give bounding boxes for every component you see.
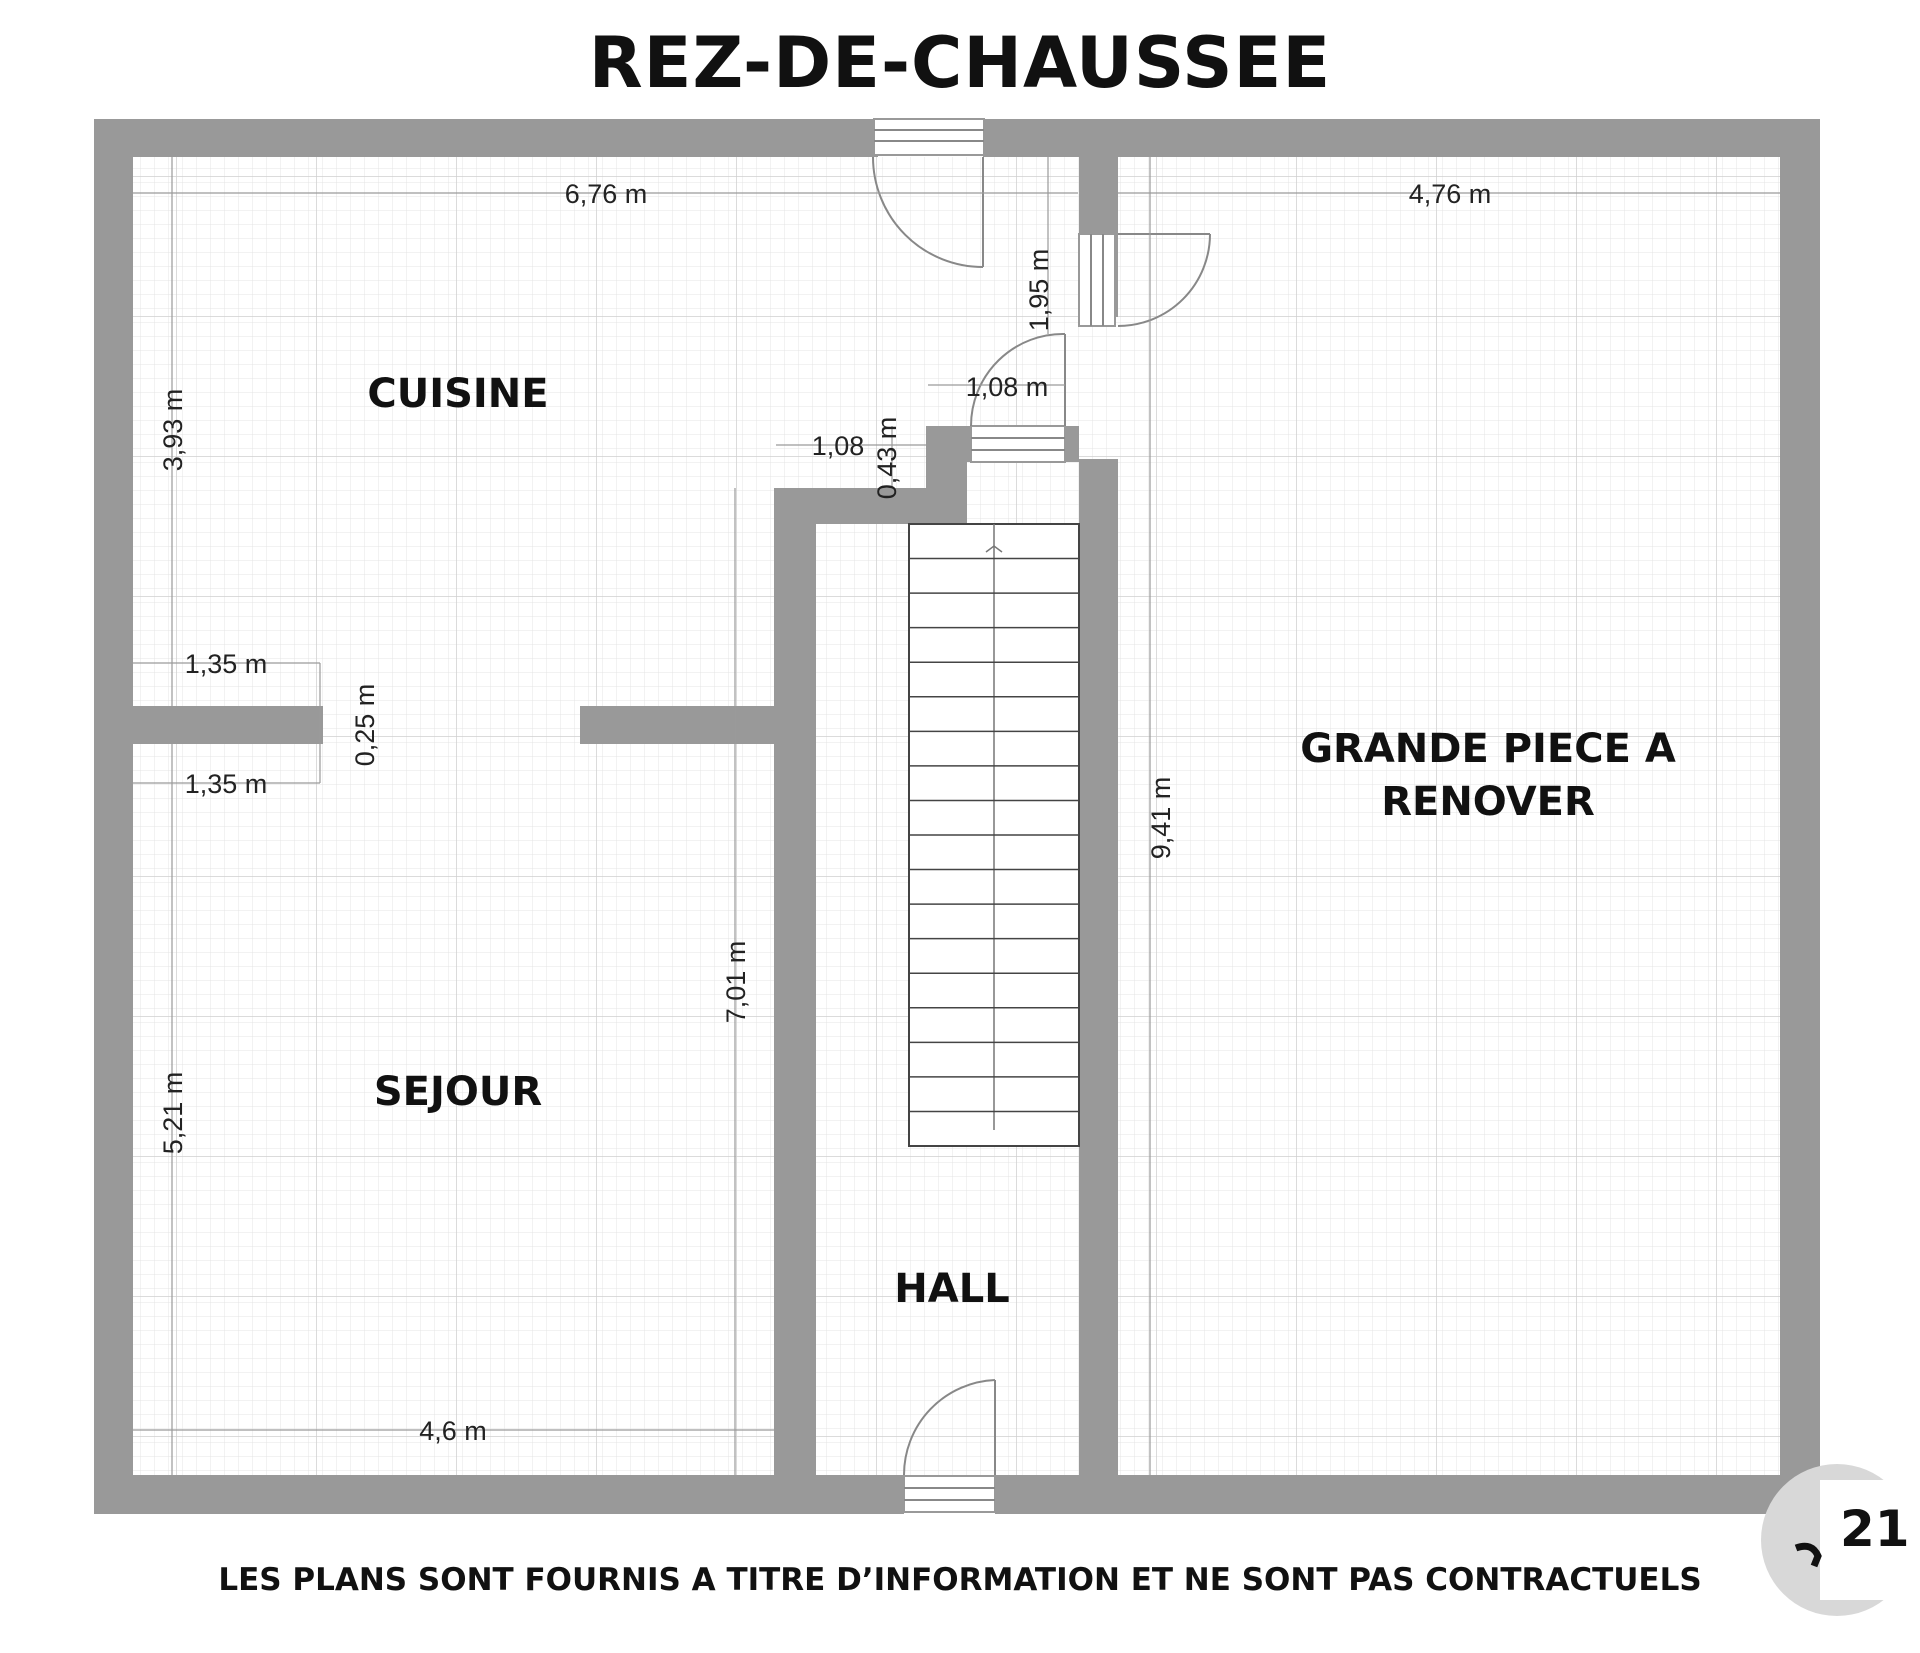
- dim-sejour-width: 4,6 m: [419, 1416, 487, 1446]
- room-label-grande-piece-line1: GRANDE PIECE A: [1300, 726, 1676, 772]
- separator-wall-left: [133, 706, 323, 744]
- separator-wall-right: [580, 706, 774, 744]
- wall-bottom-right: [995, 1475, 1820, 1514]
- partition-center-lower: [1079, 459, 1118, 1475]
- hall-wall: [774, 488, 816, 1514]
- dim-sejour-height: 5,21 m: [158, 1071, 188, 1155]
- dim-cuisine-width: 6,76 m: [564, 179, 648, 209]
- disclaimer-footer: LES PLANS SONT FOURNIS A TITRE D’INFORMATION ET NE SONT PAS CONTRACTUELS: [218, 1562, 1702, 1598]
- dim-opening-top: 1,35 m: [184, 649, 268, 679]
- door-hall-frame: [904, 1476, 995, 1512]
- page-number: 21: [1840, 1500, 1910, 1558]
- dim-cuisine-height: 3,93 m: [158, 388, 188, 472]
- wall-left: [94, 119, 133, 1514]
- room-label-cuisine: CUISINE: [367, 371, 549, 417]
- dim-sejour-cuisine-height: 7,01 m: [721, 940, 751, 1024]
- dim-step-width: 1,08: [811, 431, 865, 461]
- step-wall-top: [926, 426, 971, 462]
- wall-top-left: [94, 119, 878, 157]
- dim-passage-width: 1,08 m: [965, 372, 1049, 402]
- door-top-frame: [874, 119, 984, 155]
- room-label-grande-piece-line2: RENOVER: [1381, 779, 1595, 825]
- passage-wall: [1065, 426, 1079, 462]
- wall-right: [1780, 119, 1820, 1514]
- dim-grande-piece-width: 4,76 m: [1408, 179, 1492, 209]
- room-label-hall: HALL: [894, 1266, 1010, 1312]
- plan-title: REZ-DE-CHAUSSEE: [588, 22, 1332, 104]
- room-label-sejour: SEJOUR: [373, 1069, 543, 1115]
- dim-grande-piece-height: 9,41 m: [1146, 776, 1176, 860]
- door-right-frame: [1079, 234, 1115, 326]
- staircase: [909, 524, 1079, 1146]
- dim-passage-height: 1,95 m: [1024, 248, 1054, 332]
- dim-opening-bottom: 1,35 m: [184, 769, 268, 799]
- dim-wall-thickness: 0,25 m: [350, 683, 380, 767]
- door-passage-frame: [971, 426, 1065, 462]
- dim-step-height: 0,43 m: [872, 416, 902, 500]
- wall-top-right: [983, 119, 1820, 157]
